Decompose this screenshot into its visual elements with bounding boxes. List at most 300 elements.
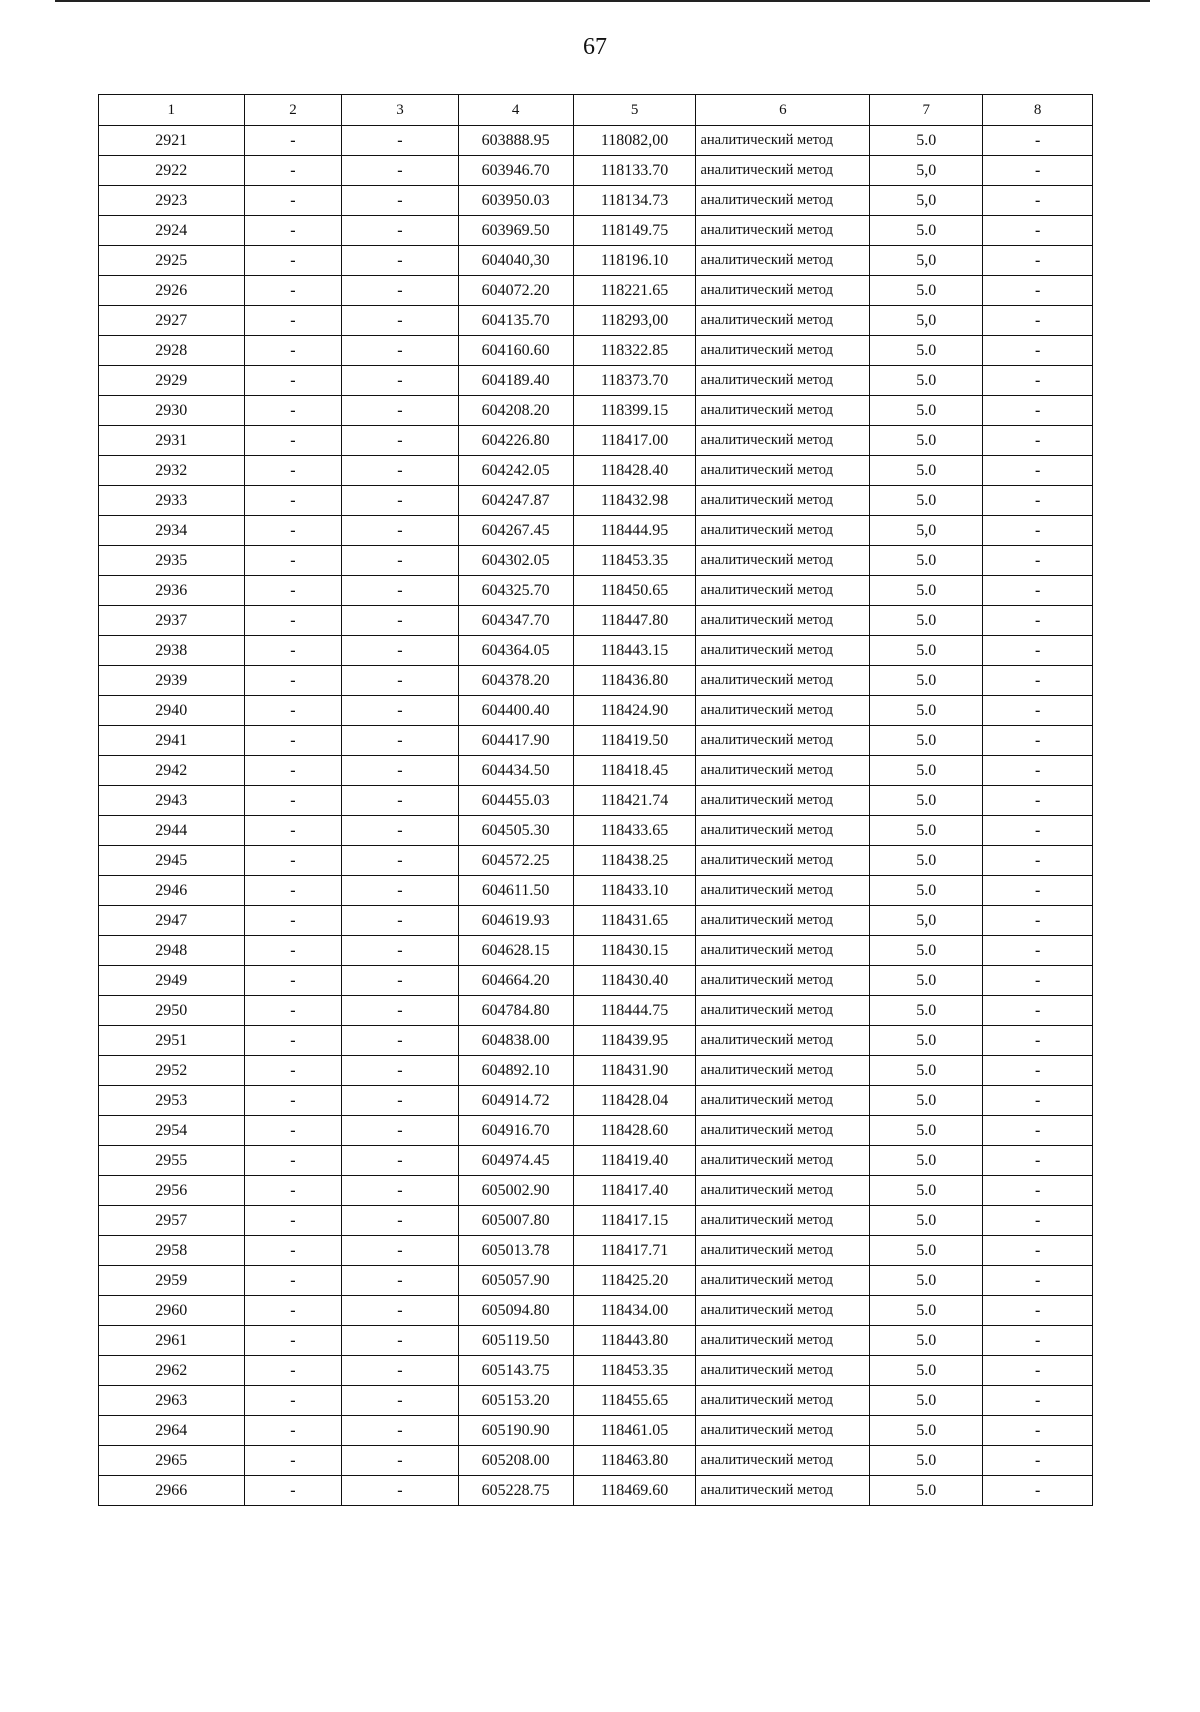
table-row bbox=[99, 966, 1093, 996]
x-coordinate-cell: 604916.70 bbox=[458, 1116, 573, 1146]
col2-cell: - bbox=[244, 1476, 342, 1506]
table-row bbox=[99, 906, 1093, 936]
col3-cell: - bbox=[342, 126, 458, 156]
col2-cell: - bbox=[244, 876, 342, 906]
column-header: 4 bbox=[458, 95, 573, 126]
point-number-cell: 2933 bbox=[99, 486, 245, 516]
col8-cell: - bbox=[983, 666, 1093, 696]
col3-cell: - bbox=[342, 996, 458, 1026]
method-cell: аналитический метод bbox=[696, 846, 870, 876]
col3-cell: - bbox=[342, 1176, 458, 1206]
col8-cell: - bbox=[983, 486, 1093, 516]
method-cell: аналитический метод bbox=[696, 786, 870, 816]
col8-cell: - bbox=[983, 216, 1093, 246]
y-coordinate-cell: 118418.45 bbox=[573, 756, 696, 786]
col2-cell: - bbox=[244, 1356, 342, 1386]
x-coordinate-cell: 605228.75 bbox=[458, 1476, 573, 1506]
accuracy-cell: 5.0 bbox=[870, 366, 983, 396]
col8-cell: - bbox=[983, 1056, 1093, 1086]
point-number-cell: 2948 bbox=[99, 936, 245, 966]
y-coordinate-cell: 118463.80 bbox=[573, 1446, 696, 1476]
table-row bbox=[99, 576, 1093, 606]
y-coordinate-cell: 118469.60 bbox=[573, 1476, 696, 1506]
table-row bbox=[99, 1446, 1093, 1476]
column-header: 2 bbox=[244, 95, 342, 126]
x-coordinate-cell: 604072.20 bbox=[458, 276, 573, 306]
point-number-cell: 2947 bbox=[99, 906, 245, 936]
accuracy-cell: 5.0 bbox=[870, 636, 983, 666]
accuracy-cell: 5.0 bbox=[870, 456, 983, 486]
col8-cell: - bbox=[983, 546, 1093, 576]
col2-cell: - bbox=[244, 906, 342, 936]
table-row bbox=[99, 1056, 1093, 1086]
accuracy-cell: 5.0 bbox=[870, 1356, 983, 1386]
y-coordinate-cell: 118447.80 bbox=[573, 606, 696, 636]
column-header: 8 bbox=[983, 95, 1093, 126]
method-cell: аналитический метод bbox=[696, 426, 870, 456]
col8-cell: - bbox=[983, 1236, 1093, 1266]
accuracy-cell: 5.0 bbox=[870, 426, 983, 456]
col8-cell: - bbox=[983, 636, 1093, 666]
method-cell: аналитический метод bbox=[696, 246, 870, 276]
y-coordinate-cell: 118430.15 bbox=[573, 936, 696, 966]
method-cell: аналитический метод bbox=[696, 1056, 870, 1086]
top-rule bbox=[55, 0, 1150, 2]
col3-cell: - bbox=[342, 906, 458, 936]
col2-cell: - bbox=[244, 726, 342, 756]
table-row bbox=[99, 426, 1093, 456]
col8-cell: - bbox=[983, 1206, 1093, 1236]
method-cell: аналитический метод bbox=[696, 1026, 870, 1056]
col2-cell: - bbox=[244, 1206, 342, 1236]
point-number-cell: 2965 bbox=[99, 1446, 245, 1476]
col3-cell: - bbox=[342, 846, 458, 876]
col8-cell: - bbox=[983, 426, 1093, 456]
accuracy-cell: 5.0 bbox=[870, 1206, 983, 1236]
table-row bbox=[99, 1356, 1093, 1386]
col2-cell: - bbox=[244, 186, 342, 216]
col8-cell: - bbox=[983, 336, 1093, 366]
col3-cell: - bbox=[342, 1296, 458, 1326]
col8-cell: - bbox=[983, 1296, 1093, 1326]
point-number-cell: 2956 bbox=[99, 1176, 245, 1206]
accuracy-cell: 5.0 bbox=[870, 1386, 983, 1416]
col8-cell: - bbox=[983, 276, 1093, 306]
x-coordinate-cell: 604892.10 bbox=[458, 1056, 573, 1086]
accuracy-cell: 5.0 bbox=[870, 816, 983, 846]
col2-cell: - bbox=[244, 996, 342, 1026]
table-row bbox=[99, 936, 1093, 966]
point-number-cell: 2921 bbox=[99, 126, 245, 156]
column-header: 6 bbox=[696, 95, 870, 126]
col8-cell: - bbox=[983, 126, 1093, 156]
point-number-cell: 2945 bbox=[99, 846, 245, 876]
accuracy-cell: 5,0 bbox=[870, 306, 983, 336]
point-number-cell: 2922 bbox=[99, 156, 245, 186]
x-coordinate-cell: 604325.70 bbox=[458, 576, 573, 606]
table-row bbox=[99, 396, 1093, 426]
table-row bbox=[99, 786, 1093, 816]
table-row bbox=[99, 156, 1093, 186]
method-cell: аналитический метод bbox=[696, 1416, 870, 1446]
column-header: 5 bbox=[573, 95, 696, 126]
col8-cell: - bbox=[983, 1176, 1093, 1206]
col8-cell: - bbox=[983, 996, 1093, 1026]
y-coordinate-cell: 118417.71 bbox=[573, 1236, 696, 1266]
col3-cell: - bbox=[342, 786, 458, 816]
col8-cell: - bbox=[983, 966, 1093, 996]
table-row bbox=[99, 246, 1093, 276]
accuracy-cell: 5.0 bbox=[870, 1176, 983, 1206]
x-coordinate-cell: 604247.87 bbox=[458, 486, 573, 516]
col2-cell: - bbox=[244, 756, 342, 786]
y-coordinate-cell: 118417.00 bbox=[573, 426, 696, 456]
method-cell: аналитический метод bbox=[696, 1356, 870, 1386]
col3-cell: - bbox=[342, 1326, 458, 1356]
point-number-cell: 2960 bbox=[99, 1296, 245, 1326]
col8-cell: - bbox=[983, 696, 1093, 726]
point-number-cell: 2958 bbox=[99, 1236, 245, 1266]
point-number-cell: 2964 bbox=[99, 1416, 245, 1446]
y-coordinate-cell: 118399.15 bbox=[573, 396, 696, 426]
y-coordinate-cell: 118373.70 bbox=[573, 366, 696, 396]
method-cell: аналитический метод bbox=[696, 126, 870, 156]
method-cell: аналитический метод bbox=[696, 1176, 870, 1206]
accuracy-cell: 5.0 bbox=[870, 126, 983, 156]
point-number-cell: 2962 bbox=[99, 1356, 245, 1386]
coordinates-table bbox=[98, 94, 1093, 1506]
table-row bbox=[99, 1206, 1093, 1236]
col2-cell: - bbox=[244, 846, 342, 876]
col8-cell: - bbox=[983, 516, 1093, 546]
col8-cell: - bbox=[983, 306, 1093, 336]
x-coordinate-cell: 604400.40 bbox=[458, 696, 573, 726]
col8-cell: - bbox=[983, 1116, 1093, 1146]
point-number-cell: 2927 bbox=[99, 306, 245, 336]
method-cell: аналитический метод bbox=[696, 1086, 870, 1116]
col2-cell: - bbox=[244, 1026, 342, 1056]
x-coordinate-cell: 605190.90 bbox=[458, 1416, 573, 1446]
y-coordinate-cell: 118444.75 bbox=[573, 996, 696, 1026]
point-number-cell: 2940 bbox=[99, 696, 245, 726]
point-number-cell: 2961 bbox=[99, 1326, 245, 1356]
method-cell: аналитический метод bbox=[696, 756, 870, 786]
col2-cell: - bbox=[244, 966, 342, 996]
point-number-cell: 2952 bbox=[99, 1056, 245, 1086]
x-coordinate-cell: 604242.05 bbox=[458, 456, 573, 486]
table-row bbox=[99, 1476, 1093, 1506]
col3-cell: - bbox=[342, 1386, 458, 1416]
method-cell: аналитический метод bbox=[696, 696, 870, 726]
table-row bbox=[99, 306, 1093, 336]
x-coordinate-cell: 604378.20 bbox=[458, 666, 573, 696]
table-row bbox=[99, 756, 1093, 786]
method-cell: аналитический метод bbox=[696, 936, 870, 966]
col3-cell: - bbox=[342, 696, 458, 726]
method-cell: аналитический метод bbox=[696, 336, 870, 366]
col2-cell: - bbox=[244, 516, 342, 546]
method-cell: аналитический метод bbox=[696, 1326, 870, 1356]
accuracy-cell: 5.0 bbox=[870, 1446, 983, 1476]
method-cell: аналитический метод bbox=[696, 216, 870, 246]
y-coordinate-cell: 118438.25 bbox=[573, 846, 696, 876]
y-coordinate-cell: 118417.15 bbox=[573, 1206, 696, 1236]
col3-cell: - bbox=[342, 1236, 458, 1266]
column-header: 3 bbox=[342, 95, 458, 126]
method-cell: аналитический метод bbox=[696, 486, 870, 516]
accuracy-cell: 5.0 bbox=[870, 1416, 983, 1446]
point-number-cell: 2931 bbox=[99, 426, 245, 456]
col3-cell: - bbox=[342, 456, 458, 486]
accuracy-cell: 5.0 bbox=[870, 1326, 983, 1356]
x-coordinate-cell: 604619.93 bbox=[458, 906, 573, 936]
x-coordinate-cell: 605013.78 bbox=[458, 1236, 573, 1266]
x-coordinate-cell: 604364.05 bbox=[458, 636, 573, 666]
y-coordinate-cell: 118149.75 bbox=[573, 216, 696, 246]
y-coordinate-cell: 118439.95 bbox=[573, 1026, 696, 1056]
col2-cell: - bbox=[244, 606, 342, 636]
x-coordinate-cell: 604838.00 bbox=[458, 1026, 573, 1056]
col2-cell: - bbox=[244, 1146, 342, 1176]
col3-cell: - bbox=[342, 1146, 458, 1176]
col3-cell: - bbox=[342, 366, 458, 396]
table-row bbox=[99, 486, 1093, 516]
accuracy-cell: 5,0 bbox=[870, 186, 983, 216]
x-coordinate-cell: 604302.05 bbox=[458, 546, 573, 576]
accuracy-cell: 5.0 bbox=[870, 546, 983, 576]
table-row bbox=[99, 996, 1093, 1026]
y-coordinate-cell: 118221.65 bbox=[573, 276, 696, 306]
accuracy-cell: 5,0 bbox=[870, 156, 983, 186]
y-coordinate-cell: 118434.00 bbox=[573, 1296, 696, 1326]
col8-cell: - bbox=[983, 156, 1093, 186]
col3-cell: - bbox=[342, 1416, 458, 1446]
col8-cell: - bbox=[983, 786, 1093, 816]
method-cell: аналитический метод bbox=[696, 1296, 870, 1326]
accuracy-cell: 5.0 bbox=[870, 486, 983, 516]
method-cell: аналитический метод bbox=[696, 1446, 870, 1476]
accuracy-cell: 5.0 bbox=[870, 1266, 983, 1296]
col3-cell: - bbox=[342, 576, 458, 606]
x-coordinate-cell: 605143.75 bbox=[458, 1356, 573, 1386]
col3-cell: - bbox=[342, 1206, 458, 1236]
method-cell: аналитический метод bbox=[696, 1266, 870, 1296]
x-coordinate-cell: 604040,30 bbox=[458, 246, 573, 276]
col3-cell: - bbox=[342, 606, 458, 636]
col2-cell: - bbox=[244, 486, 342, 516]
col3-cell: - bbox=[342, 546, 458, 576]
method-cell: аналитический метод bbox=[696, 1206, 870, 1236]
point-number-cell: 2950 bbox=[99, 996, 245, 1026]
col8-cell: - bbox=[983, 1266, 1093, 1296]
col3-cell: - bbox=[342, 1116, 458, 1146]
col8-cell: - bbox=[983, 876, 1093, 906]
col8-cell: - bbox=[983, 246, 1093, 276]
point-number-cell: 2935 bbox=[99, 546, 245, 576]
accuracy-cell: 5.0 bbox=[870, 1296, 983, 1326]
col2-cell: - bbox=[244, 786, 342, 816]
accuracy-cell: 5.0 bbox=[870, 996, 983, 1026]
col8-cell: - bbox=[983, 846, 1093, 876]
x-coordinate-cell: 605007.80 bbox=[458, 1206, 573, 1236]
point-number-cell: 2930 bbox=[99, 396, 245, 426]
col2-cell: - bbox=[244, 1176, 342, 1206]
table-row bbox=[99, 726, 1093, 756]
col2-cell: - bbox=[244, 276, 342, 306]
accuracy-cell: 5,0 bbox=[870, 246, 983, 276]
table-row bbox=[99, 636, 1093, 666]
method-cell: аналитический метод bbox=[696, 906, 870, 936]
col2-cell: - bbox=[244, 696, 342, 726]
col3-cell: - bbox=[342, 396, 458, 426]
accuracy-cell: 5.0 bbox=[870, 1476, 983, 1506]
table-row bbox=[99, 516, 1093, 546]
table-row bbox=[99, 276, 1093, 306]
table-row bbox=[99, 1116, 1093, 1146]
col2-cell: - bbox=[244, 216, 342, 246]
col8-cell: - bbox=[983, 366, 1093, 396]
x-coordinate-cell: 603946.70 bbox=[458, 156, 573, 186]
accuracy-cell: 5.0 bbox=[870, 786, 983, 816]
col8-cell: - bbox=[983, 1416, 1093, 1446]
col2-cell: - bbox=[244, 1446, 342, 1476]
method-cell: аналитический метод bbox=[696, 456, 870, 486]
y-coordinate-cell: 118133.70 bbox=[573, 156, 696, 186]
col3-cell: - bbox=[342, 726, 458, 756]
col8-cell: - bbox=[983, 756, 1093, 786]
col8-cell: - bbox=[983, 456, 1093, 486]
col2-cell: - bbox=[244, 576, 342, 606]
method-cell: аналитический метод bbox=[696, 276, 870, 306]
accuracy-cell: 5,0 bbox=[870, 906, 983, 936]
col3-cell: - bbox=[342, 216, 458, 246]
col2-cell: - bbox=[244, 396, 342, 426]
col3-cell: - bbox=[342, 666, 458, 696]
table-row bbox=[99, 1146, 1093, 1176]
col3-cell: - bbox=[342, 636, 458, 666]
y-coordinate-cell: 118322.85 bbox=[573, 336, 696, 366]
point-number-cell: 2923 bbox=[99, 186, 245, 216]
x-coordinate-cell: 604226.80 bbox=[458, 426, 573, 456]
x-coordinate-cell: 604160.60 bbox=[458, 336, 573, 366]
table-row bbox=[99, 1086, 1093, 1116]
point-number-cell: 2954 bbox=[99, 1116, 245, 1146]
method-cell: аналитический метод bbox=[696, 1476, 870, 1506]
accuracy-cell: 5,0 bbox=[870, 516, 983, 546]
col3-cell: - bbox=[342, 1266, 458, 1296]
accuracy-cell: 5.0 bbox=[870, 696, 983, 726]
col3-cell: - bbox=[342, 426, 458, 456]
y-coordinate-cell: 118432.98 bbox=[573, 486, 696, 516]
col2-cell: - bbox=[244, 1326, 342, 1356]
y-coordinate-cell: 118444.95 bbox=[573, 516, 696, 546]
point-number-cell: 2955 bbox=[99, 1146, 245, 1176]
y-coordinate-cell: 118430.40 bbox=[573, 966, 696, 996]
accuracy-cell: 5.0 bbox=[870, 396, 983, 426]
point-number-cell: 2957 bbox=[99, 1206, 245, 1236]
x-coordinate-cell: 604434.50 bbox=[458, 756, 573, 786]
y-coordinate-cell: 118431.65 bbox=[573, 906, 696, 936]
accuracy-cell: 5.0 bbox=[870, 756, 983, 786]
x-coordinate-cell: 604572.25 bbox=[458, 846, 573, 876]
method-cell: аналитический метод bbox=[696, 306, 870, 336]
accuracy-cell: 5.0 bbox=[870, 1236, 983, 1266]
point-number-cell: 2951 bbox=[99, 1026, 245, 1056]
accuracy-cell: 5.0 bbox=[870, 846, 983, 876]
col2-cell: - bbox=[244, 126, 342, 156]
col3-cell: - bbox=[342, 246, 458, 276]
accuracy-cell: 5.0 bbox=[870, 606, 983, 636]
method-cell: аналитический метод bbox=[696, 876, 870, 906]
accuracy-cell: 5.0 bbox=[870, 666, 983, 696]
col3-cell: - bbox=[342, 1356, 458, 1386]
table-row bbox=[99, 846, 1093, 876]
point-number-cell: 2966 bbox=[99, 1476, 245, 1506]
x-coordinate-cell: 605002.90 bbox=[458, 1176, 573, 1206]
table-row bbox=[99, 456, 1093, 486]
accuracy-cell: 5.0 bbox=[870, 1086, 983, 1116]
y-coordinate-cell: 118433.10 bbox=[573, 876, 696, 906]
y-coordinate-cell: 118134.73 bbox=[573, 186, 696, 216]
col3-cell: - bbox=[342, 936, 458, 966]
page-number: 67 bbox=[583, 34, 607, 60]
y-coordinate-cell: 118443.80 bbox=[573, 1326, 696, 1356]
method-cell: аналитический метод bbox=[696, 636, 870, 666]
col8-cell: - bbox=[983, 396, 1093, 426]
col2-cell: - bbox=[244, 666, 342, 696]
col3-cell: - bbox=[342, 816, 458, 846]
col3-cell: - bbox=[342, 756, 458, 786]
x-coordinate-cell: 603888.95 bbox=[458, 126, 573, 156]
table-body bbox=[99, 126, 1093, 1506]
col2-cell: - bbox=[244, 1236, 342, 1266]
accuracy-cell: 5.0 bbox=[870, 576, 983, 606]
accuracy-cell: 5.0 bbox=[870, 876, 983, 906]
point-number-cell: 2932 bbox=[99, 456, 245, 486]
accuracy-cell: 5.0 bbox=[870, 1116, 983, 1146]
table-row bbox=[99, 336, 1093, 366]
y-coordinate-cell: 118082,00 bbox=[573, 126, 696, 156]
method-cell: аналитический метод bbox=[696, 156, 870, 186]
point-number-cell: 2959 bbox=[99, 1266, 245, 1296]
y-coordinate-cell: 118436.80 bbox=[573, 666, 696, 696]
col2-cell: - bbox=[244, 1266, 342, 1296]
point-number-cell: 2928 bbox=[99, 336, 245, 366]
col3-cell: - bbox=[342, 1026, 458, 1056]
x-coordinate-cell: 604505.30 bbox=[458, 816, 573, 846]
table-row bbox=[99, 1236, 1093, 1266]
col2-cell: - bbox=[244, 456, 342, 486]
col2-cell: - bbox=[244, 1416, 342, 1446]
col2-cell: - bbox=[244, 1386, 342, 1416]
accuracy-cell: 5.0 bbox=[870, 336, 983, 366]
accuracy-cell: 5.0 bbox=[870, 276, 983, 306]
point-number-cell: 2941 bbox=[99, 726, 245, 756]
y-coordinate-cell: 118431.90 bbox=[573, 1056, 696, 1086]
method-cell: аналитический метод bbox=[696, 546, 870, 576]
col8-cell: - bbox=[983, 726, 1093, 756]
col8-cell: - bbox=[983, 1356, 1093, 1386]
x-coordinate-cell: 605208.00 bbox=[458, 1446, 573, 1476]
table-row bbox=[99, 126, 1093, 156]
y-coordinate-cell: 118425.20 bbox=[573, 1266, 696, 1296]
col8-cell: - bbox=[983, 1086, 1093, 1116]
col8-cell: - bbox=[983, 1146, 1093, 1176]
table-row bbox=[99, 1176, 1093, 1206]
col3-cell: - bbox=[342, 186, 458, 216]
y-coordinate-cell: 118428.60 bbox=[573, 1116, 696, 1146]
table-row bbox=[99, 1296, 1093, 1326]
